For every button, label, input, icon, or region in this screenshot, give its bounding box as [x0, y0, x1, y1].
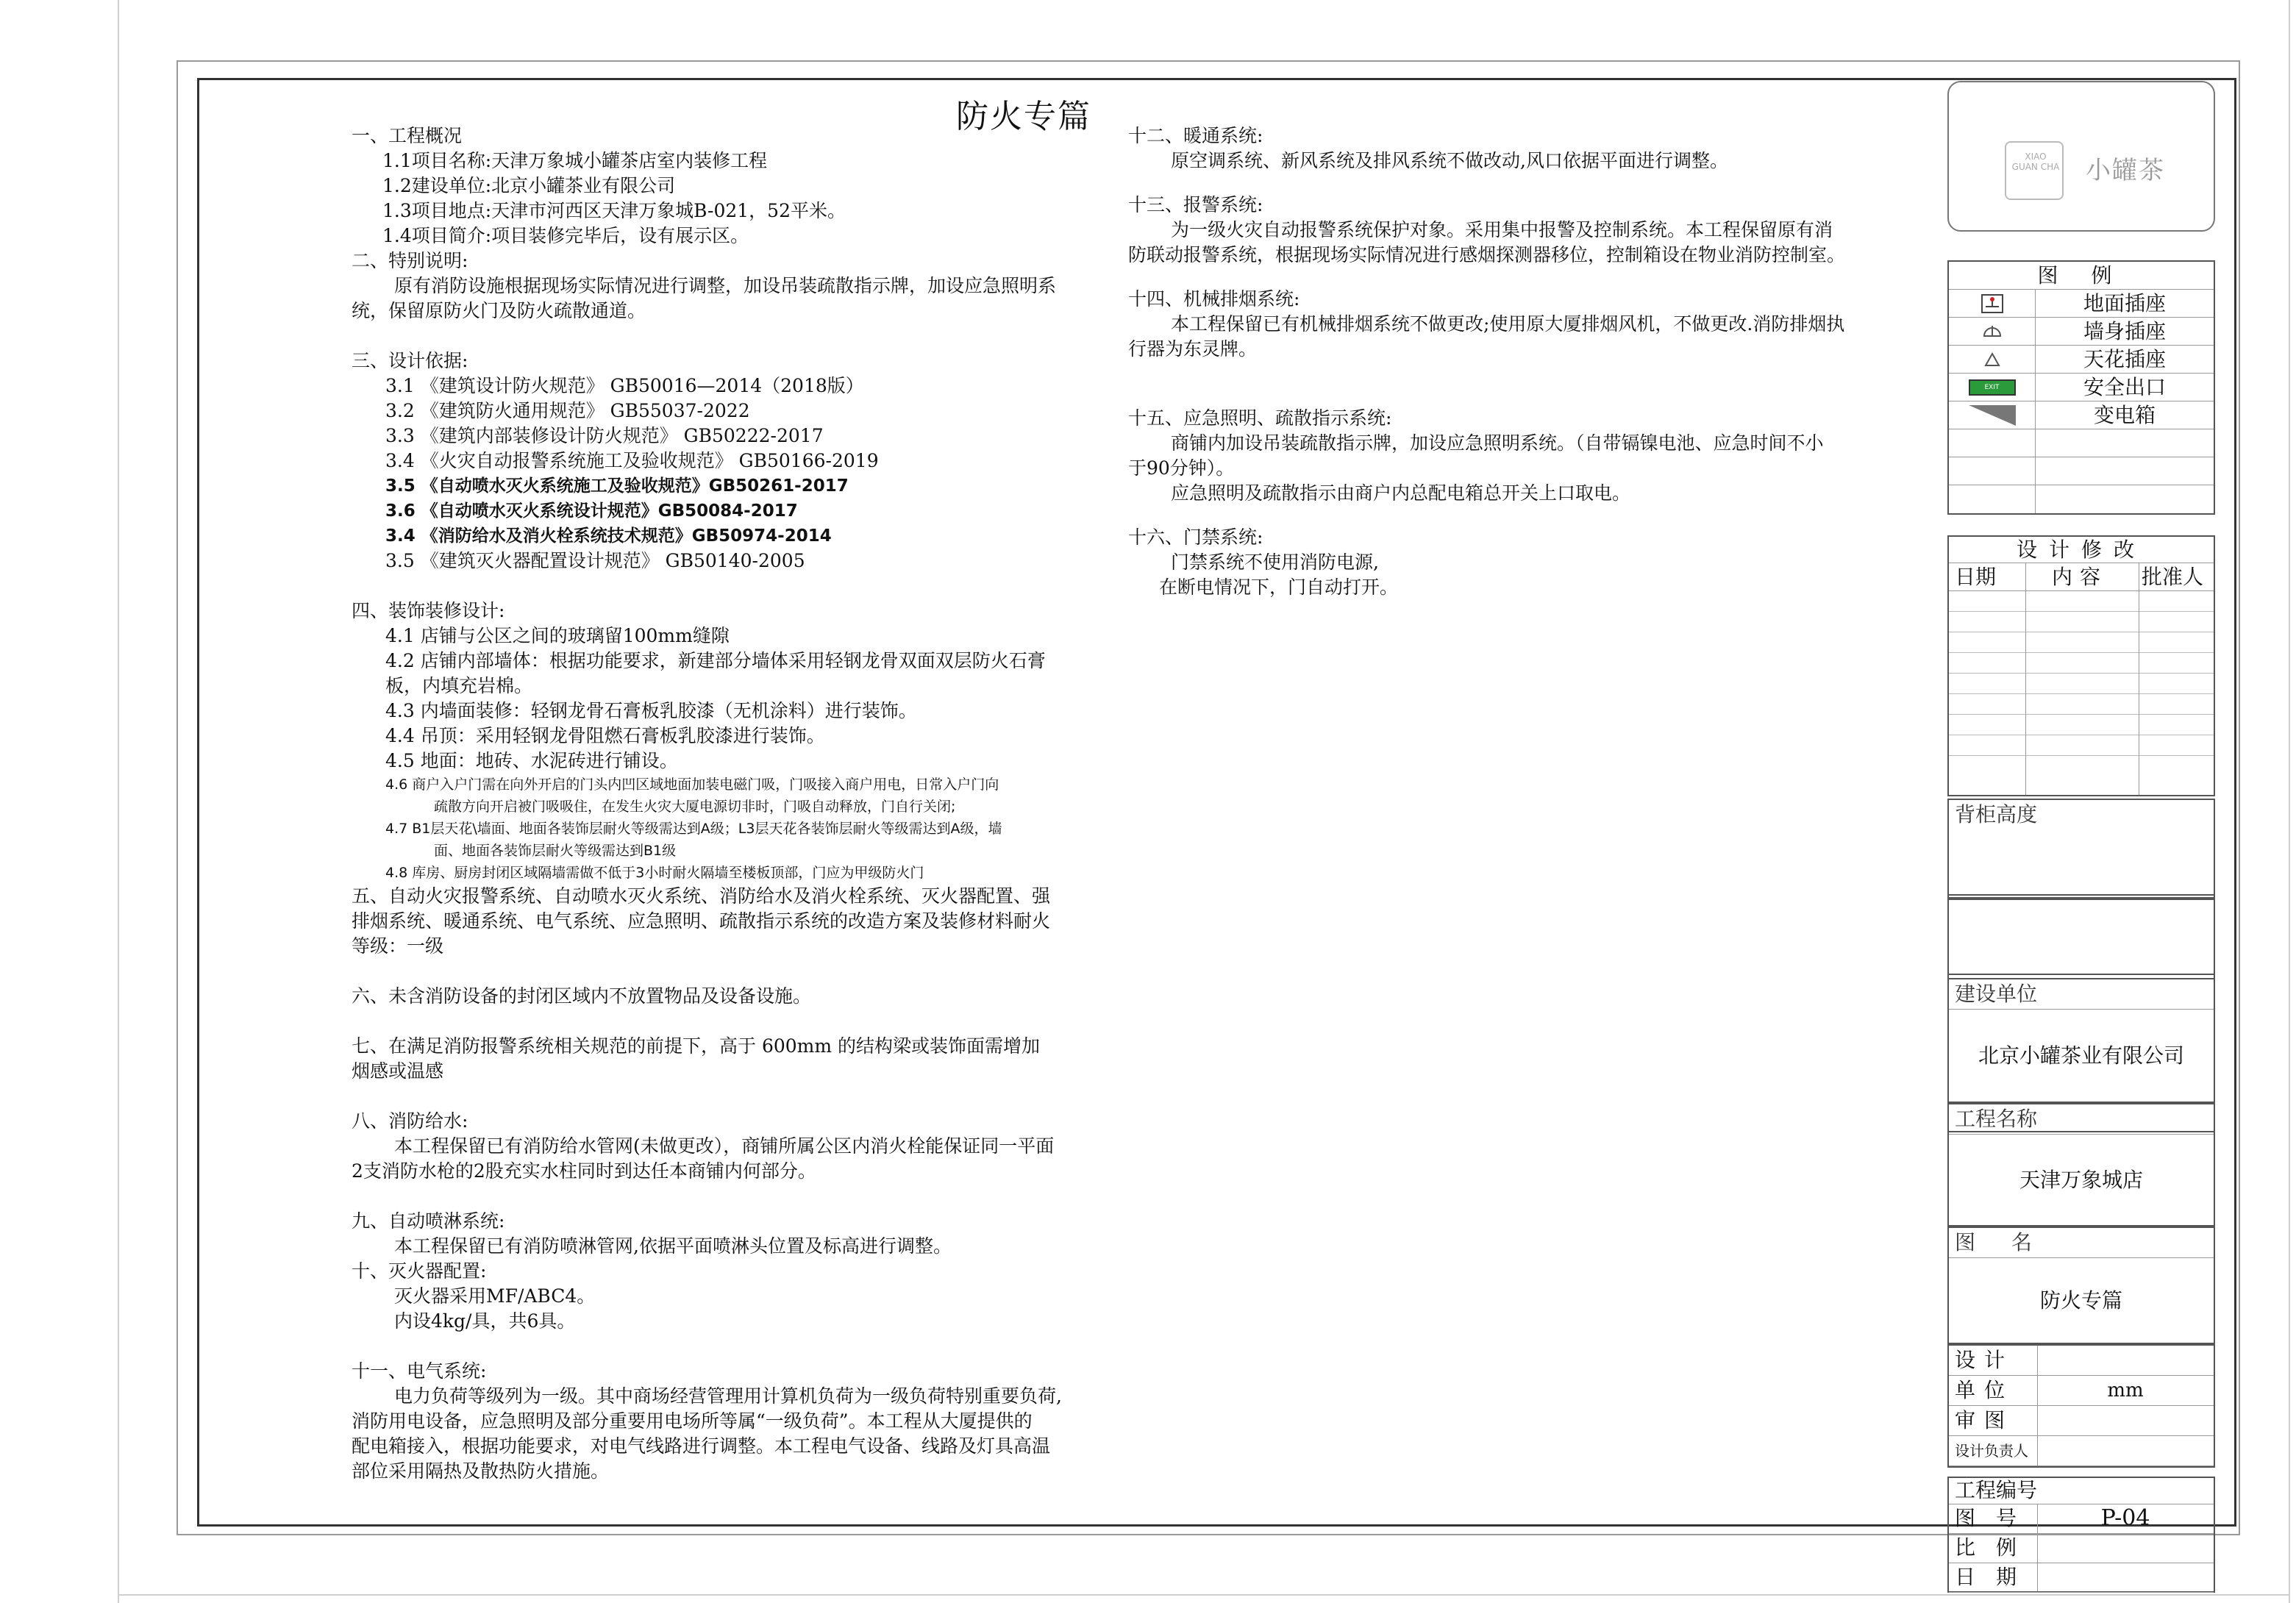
spacer	[352, 1184, 1124, 1209]
spacer	[1128, 506, 1900, 525]
project-value: 天津万象城店	[2019, 1168, 2143, 1192]
note-line: 1.3项目地点:天津市河西区天津万象城B-021，52平米。	[382, 200, 846, 221]
section-heading-line: 十三、报警系统:	[1128, 194, 1263, 215]
sheet-edge-left	[118, 0, 119, 1603]
section-heading-line: 消防用电设备，应急照明及部分重要用电场所等属“一级负荷”。本工程从大厦提供的	[352, 1410, 1033, 1432]
note-line: 板，内填充岩棉。	[385, 675, 533, 696]
note-line: 电力负荷等级列为一级。其中商场经营管理用计算机负荷为一级负荷特别重要负荷,	[394, 1385, 1062, 1407]
section-heading-line: 十五、应急照明、疏散指示系统:	[1128, 407, 1392, 429]
note-line: 3.3 《建筑内部装修设计防火规范》 GB50222-2017	[385, 425, 824, 446]
client-label: 建设单位	[1949, 979, 2214, 1010]
section-heading-line: 五、自动火灾报警系统、自动喷水灭火系统、消防给水及消火栓系统、灭火器配置、强	[352, 885, 1051, 907]
spacer	[352, 959, 1124, 984]
note-line: 3.1 《建筑设计防火规范》 GB50016—2014（2018版）	[385, 375, 864, 396]
note-line: 3.5 《建筑灭火器配置设计规范》 GB50140-2005	[385, 550, 805, 571]
note-line: 4.6 商户入户门需在向外开启的门头内凹区域地面加装电磁门吸，门吸接入商户用电，日常入户门向	[385, 776, 999, 793]
notes-column-left	[352, 124, 1124, 1484]
note-line: 4.4 吊顶：采用轻钢龙骨阻燃石膏板乳胶漆进行装饰。	[385, 725, 825, 746]
drawing-number-value: P-04	[2100, 1505, 2150, 1531]
note-line: 本工程保留已有机械排烟系统不做更改;使用原大厦排烟风机，不做更改.消防排烟执	[1171, 313, 1845, 335]
section-heading-line: 行器为东灵牌。	[1128, 338, 1258, 360]
note-line: 4.5 地面：地砖、水泥砖进行铺设。	[385, 750, 678, 771]
note-line: 3.6 《自动喷水灭火系统设计规范》GB50084-2017	[385, 501, 798, 521]
note-line: 内设4kg/具，共6具。	[394, 1310, 576, 1332]
section-heading-line: 2支消防水枪的2股充实水柱同时到达任本商铺内何部分。	[352, 1160, 816, 1182]
section-heading-line: 十、灭火器配置:	[352, 1260, 487, 1282]
project-label: 工程名称	[1949, 1104, 2214, 1135]
distribution-box-icon	[1949, 401, 2036, 429]
section-heading-line: 三、设计依据:	[352, 350, 468, 371]
notes-column-right	[1128, 124, 1900, 600]
legend-label-distribution-box: 变电箱	[2093, 403, 2156, 427]
section-heading-line: 十二、暖通系统:	[1128, 125, 1263, 146]
drawing-name-box	[1947, 1227, 2215, 1344]
spacer	[352, 1334, 1124, 1359]
note-line: 1.4项目简介:项目装修完毕后，设有展示区。	[382, 225, 749, 246]
section-heading-line: 排烟系统、暖通系统、电气系统、应急照明、疏散指示系统的改造方案及装修材料耐火	[352, 910, 1051, 932]
floor-socket-icon	[1949, 290, 2036, 317]
note-line: 3.2 《建筑防火通用规范》 GB55037-2022	[385, 400, 750, 421]
design-info-table: 设计 单位 mm 审图 设计负责人	[1947, 1344, 2215, 1468]
note-line: 3.4 《消防给水及消火栓系统技术规范》GB50974-2014	[385, 526, 832, 546]
note-line: 应急照明及疏散指示由商户内总配电箱总开关上口取电。	[1171, 482, 1631, 504]
exit-sign-icon: EXIT	[1949, 374, 2036, 401]
legend-label-ceiling-socket: 天花插座	[2083, 347, 2166, 371]
section-heading-line: 九、自动喷淋系统:	[352, 1210, 505, 1232]
section-heading-line: 六、未含消防设备的封闭区域内不放置物品及设备设施。	[352, 985, 812, 1007]
revision-header: 日期 内容 批准人	[1949, 563, 2214, 591]
section-heading-line: 十六、门禁系统:	[1128, 526, 1263, 548]
note-line: 为一级火灾自动报警系统保护对象。采用集中报警及控制系统。本工程保留原有消	[1171, 219, 1833, 240]
section-heading-line: 十四、机械排烟系统:	[1128, 288, 1300, 310]
legend-table	[1947, 260, 2215, 515]
note-line: 疏散方向开启被门吸吸住，在发生火灾大厦电源切非时，门吸自动释放，门自行关闭;	[434, 799, 956, 815]
spacer	[352, 574, 1124, 599]
wall-socket-icon	[1949, 318, 2036, 345]
note-line: 原空调系统、新风系统及排风系统不做改动,风口依据平面进行调整。	[1171, 150, 1728, 171]
unit-value: mm	[2107, 1379, 2144, 1402]
note-line: 1.2建设单位:北京小罐茶业有限公司	[382, 175, 676, 196]
brand-logo-text: 小罐茶	[2086, 156, 2165, 185]
spacer	[352, 324, 1124, 349]
note-line: 3.5 《自动喷水灭火系统施工及验收规范》GB50261-2017	[385, 476, 849, 496]
drawing-name-label: 图 名	[1949, 1228, 2214, 1258]
spacer	[1128, 362, 1900, 387]
note-line: 4.8 库房、厨房封闭区域隔墙需做不低于3小时耐火隔墙至楼板顶部，门应为甲级防火门	[385, 865, 924, 881]
legend-label-wall-socket: 墙身插座	[2083, 319, 2166, 343]
section-heading-line: 烟感或温感	[352, 1060, 444, 1082]
note-line: 面、地面各装饰层耐火等级需达到B1级	[434, 843, 677, 859]
client-value: 北京小罐茶业有限公司	[1978, 1043, 2184, 1068]
note-line: 4.2 店铺内部墙体：根据功能要求，新建部分墙体采用轻钢龙骨双面双层防火石膏	[385, 650, 1046, 671]
legend-label-safety-exit: 安全出口	[2083, 375, 2166, 399]
logo-panel	[1947, 81, 2215, 232]
sheet-edge-bottom	[118, 1594, 2290, 1596]
section-heading-line: 八、消防给水:	[352, 1110, 468, 1132]
legend-label-floor-socket: 地面插座	[2083, 291, 2166, 315]
note-line: 灭火器采用MF/ABC4。	[394, 1285, 596, 1307]
spacer	[352, 1084, 1124, 1109]
spacer	[352, 1009, 1124, 1034]
client-box	[1947, 978, 2215, 1103]
title-block	[1947, 81, 2215, 1589]
spacer	[1128, 174, 1900, 193]
note-line: 4.1 店铺与公区之间的玻璃留100mm缝隙	[385, 625, 730, 646]
sheet-edge-right	[2289, 0, 2290, 1603]
revision-table	[1947, 535, 2215, 796]
note-line: 4.7 B1层天花\墙面、地面各装饰层耐火等级需达到A级；L3层天花各装饰层耐火等级需达到A级，墙	[385, 821, 1002, 837]
section-heading-line: 防联动报警系统，根据现场实际情况进行感烟探测器移位，控制箱设在物业消防控制室。	[1128, 244, 1846, 265]
note-line: 本工程保留已有消防喷淋管网,依据平面喷淋头位置及标高进行调整。	[394, 1235, 952, 1257]
section-heading-line: 十一、电气系统:	[352, 1360, 487, 1382]
note-line: 在断电情况下，门自动打开。	[1159, 576, 1399, 598]
section-heading-line: 七、在满足消防报警系统相关规范的前提下，高于 600mm 的结构梁或装饰面需增加	[352, 1035, 1041, 1057]
section-heading-line: 于90分钟）。	[1128, 457, 1235, 479]
cabinet-height-label: 背柜高度	[1955, 802, 2038, 827]
page-title: 防火专篇	[956, 98, 1091, 135]
note-line: 4.3 内墙面装修：轻钢龙骨石膏板乳胶漆（无机涂料）进行装饰。	[385, 700, 917, 721]
section-heading-line: 四、装饰装修设计:	[352, 600, 505, 621]
note-line: 1.1项目名称:天津万象城小罐茶店室内装修工程	[382, 150, 768, 171]
brand-mark-icon: XIAO GUAN CHA	[2005, 141, 2064, 200]
section-heading-line: 部位采用隔热及散热防火措施。	[352, 1460, 610, 1482]
note-line: 原有消防设施根据现场实际情况进行调整，加设吊装疏散指示牌，加设应急照明系	[394, 275, 1057, 296]
section-heading-line: 一、工程概况	[352, 125, 463, 146]
section-heading-line: 统，保留原防火门及防火疏散通道。	[352, 300, 646, 321]
note-line: 门禁系统不使用消防电源,	[1171, 551, 1379, 573]
drawing-name-value: 防火专篇	[2039, 1288, 2122, 1313]
ceiling-socket-icon	[1949, 346, 2036, 373]
drawing-number-table: 工程编号 图号 P-04 比例 日期	[1947, 1477, 2215, 1593]
section-heading-line: 配电箱接入，根据功能要求，对电气线路进行调整。本工程电气设备、线路及灯具高温	[352, 1435, 1051, 1457]
note-line: 3.4 《火灾自动报警系统施工及验收规范》 GB50166-2019	[385, 450, 879, 471]
note-line: 本工程保留已有消防给水管网(未做更改），商铺所属公区内消火栓能保证同一平面	[394, 1135, 1055, 1157]
spacer	[1128, 268, 1900, 287]
section-heading-line: 等级：一级	[352, 935, 444, 957]
note-line: 商铺内加设吊装疏散指示牌，加设应急照明系统。（自带镉镍电池、应急时间不小	[1171, 432, 1824, 454]
section-heading-line: 二、特别说明:	[352, 250, 468, 271]
revision-title: 设计修改	[1949, 537, 2214, 563]
spacer	[1128, 387, 1900, 406]
project-box	[1947, 1103, 2215, 1227]
legend-title: 图 例	[2037, 263, 2125, 288]
